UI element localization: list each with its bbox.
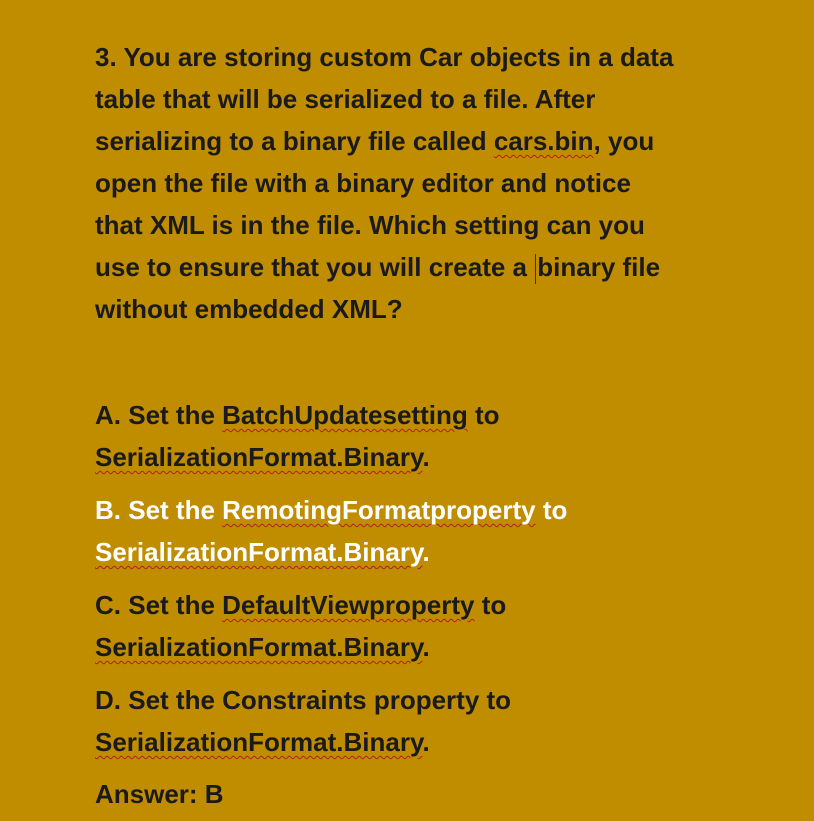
question-text: [95, 36, 735, 330]
option-term: BatchUpdatesetting: [222, 400, 468, 430]
option-term: DefaultViewproperty: [222, 590, 475, 620]
option-end: .: [422, 727, 430, 757]
question-fragment: , you: [593, 126, 655, 156]
option-line: [95, 721, 735, 763]
option-suffix: to: [467, 400, 500, 430]
option-suffix: to: [535, 495, 568, 525]
option-value: SerializationFormat.Binary: [95, 727, 423, 757]
question-fragment: use to ensure that you will create a: [95, 252, 535, 282]
option-value: SerializationFormat.Binary: [95, 632, 423, 662]
option-term: RemotingFormatproperty: [222, 495, 536, 525]
option-end: .: [422, 442, 430, 472]
option-end: .: [422, 632, 430, 662]
option-value: SerializationFormat.Binary: [95, 442, 423, 472]
question-line: 3. You are storing custom Car objects in a data: [95, 42, 674, 72]
option-prefix: C. Set the: [95, 590, 223, 620]
question-fragment: binary file: [537, 252, 661, 282]
option-end: .: [422, 537, 430, 567]
option-line: [95, 531, 735, 573]
answer-text: Answer: B: [95, 779, 224, 809]
option-line: D. Set the Constraints property to: [95, 685, 512, 715]
question-fragment: serializing to a binary file called: [95, 126, 494, 156]
question-line: that XML is in the file. Which setting can you: [95, 210, 645, 240]
option-value: SerializationFormat.Binary: [95, 537, 423, 567]
option-d: [95, 679, 735, 763]
option-b: [95, 489, 735, 573]
question-line: [95, 120, 735, 162]
question-line: [95, 246, 735, 288]
option-c: [95, 584, 735, 668]
option-suffix: to: [474, 590, 507, 620]
option-prefix: A. Set the: [95, 400, 223, 430]
file-name: cars.bin: [493, 126, 594, 156]
question-line: without embedded XML?: [95, 294, 403, 324]
option-line: [95, 489, 735, 531]
question-line: open the file with a binary editor and notice: [95, 168, 631, 198]
option-line: [95, 436, 735, 478]
option-line: [95, 584, 735, 626]
option-a: [95, 394, 735, 478]
option-line: [95, 626, 735, 668]
question-line: table that will be serialized to a file. After: [95, 84, 596, 114]
option-line: [95, 394, 735, 436]
option-prefix: B. Set the: [95, 495, 223, 525]
